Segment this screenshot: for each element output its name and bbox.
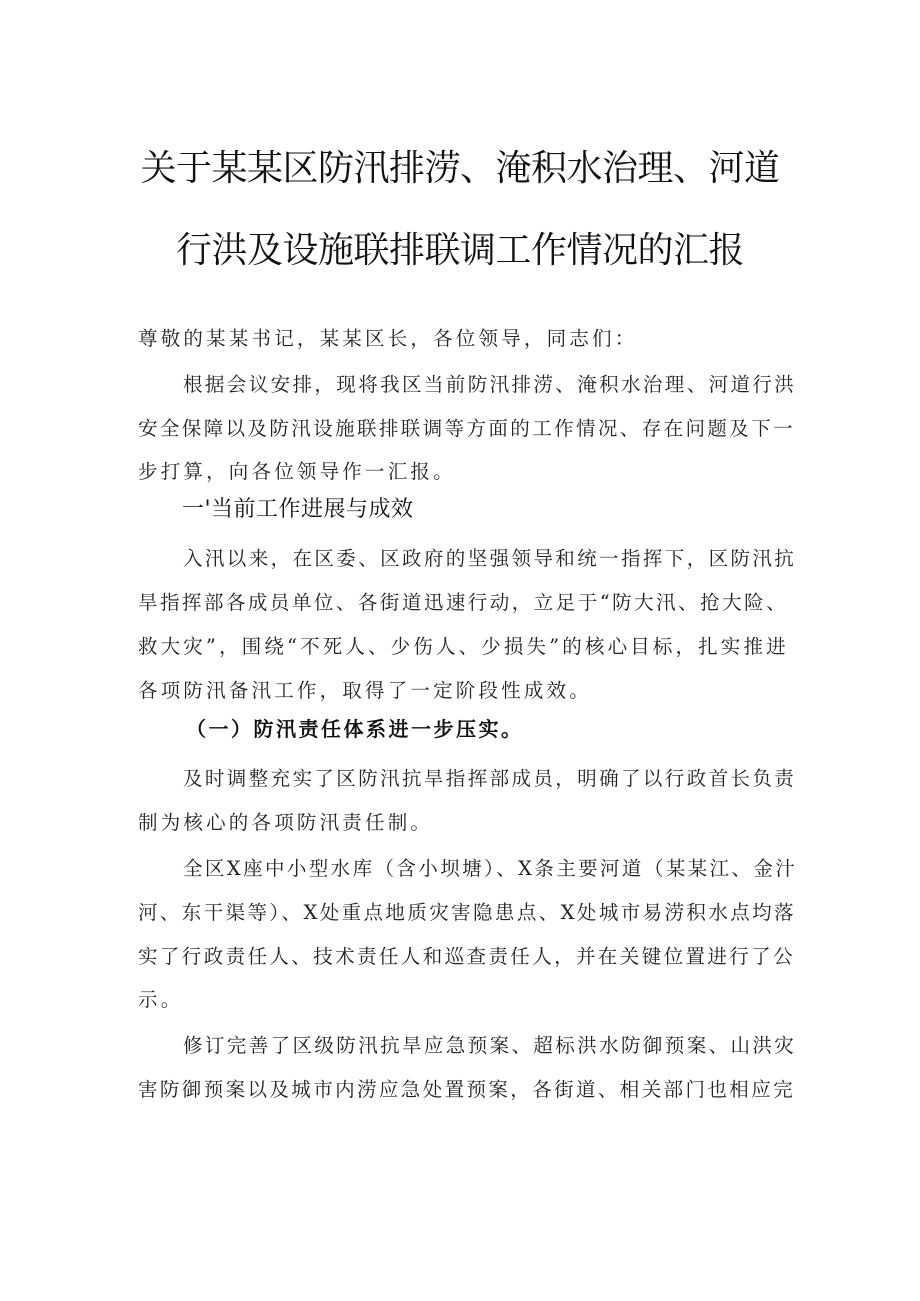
subsection-paragraph-line: 及时调整充实了区防汛抗旱指挥部成员，明确了以行政首长负责 [183, 767, 797, 790]
intro-line: 根据会议安排，现将我区当前防汛排涝、淹积水治理、河道行洪 [183, 373, 797, 396]
section-heading: 一'当前工作进展与成效 [182, 497, 414, 522]
document-title-line-1: 关于某某区防汛排涝、淹积水治理、河道 [140, 148, 780, 189]
section-paragraph-line: 旱指挥部各成员单位、各街道迅速行动，立足于“防大汛、抢大险、 [138, 591, 788, 614]
subsection-paragraph-line: 河、东干渠等）、X处重点地质灾害隐患点、X处城市易涝积水点均落 [138, 901, 796, 924]
salutation: 尊敬的某某书记，某某区长，各位领导，同志们： [138, 327, 638, 350]
section-paragraph-line: 各项防汛备汛工作，取得了一定阶段性成效。 [138, 679, 593, 702]
subsection-paragraph-line: 修订完善了区级防汛抗旱应急预案、超标洪水防御预案、山洪灾 [183, 1034, 797, 1057]
subsection-paragraph-line: 全区X座中小型水库（含小坝塘）、X条主要河道（某某江、金汁 [183, 857, 798, 880]
intro-line: 安全保障以及防汛设施联排联调等方面的工作情况、存在问题及下一 [138, 417, 796, 440]
section-paragraph-line: 入汛以来，在区委、区政府的坚强领导和统一指挥下，区防汛抗 [183, 547, 797, 570]
subsection-paragraph-line: 害防御预案以及城市内涝应急处置预案，各街道、相关部门也相应完 [138, 1078, 796, 1101]
document-title-line-2: 行洪及设施联排联调工作情况的汇报 [175, 230, 744, 271]
subsection-paragraph-line: 实了行政责任人、技术责任人和巡查责任人，并在关键位置进行了公 [138, 945, 796, 968]
subsection-paragraph-line: 制为核心的各项防汛责任制。 [138, 811, 434, 834]
subsection-paragraph-line: 示。 [138, 988, 184, 1011]
intro-line: 步打算，向各位领导作一汇报。 [138, 460, 456, 483]
subsection-heading: （一）防汛责任体系进一步压实。 [186, 717, 524, 741]
section-paragraph-line: 救大灾”，围绕“不死人、少伤人、少损失”的核心目标，扎实推进 [138, 635, 788, 658]
